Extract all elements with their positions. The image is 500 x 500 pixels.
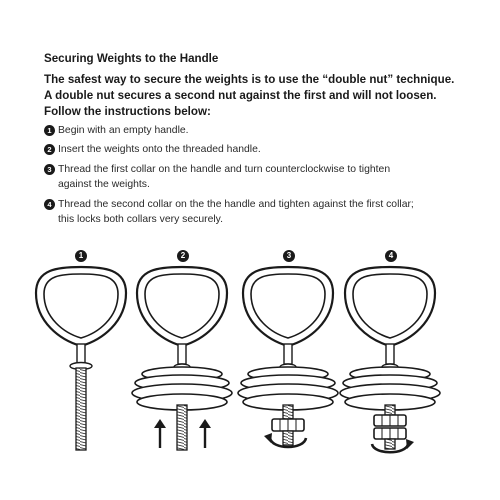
step-number-badge: 1 [44, 125, 55, 136]
step-number-badge: 4 [44, 199, 55, 210]
page-title: Securing Weights to the Handle [44, 52, 219, 65]
illustration-number-3: 3 [283, 250, 295, 262]
illustration-number-4: 4 [385, 250, 397, 262]
intro-line-3: Follow the instructions below: [44, 105, 211, 118]
illustration-number-2: 2 [177, 250, 189, 262]
empty-handle-icon [36, 267, 126, 450]
step-text: Begin with an empty handle. [58, 125, 189, 136]
step-text: Thread the first collar on the handle and turn counterclockwise to tighten [58, 164, 391, 175]
intro-line-2: A double nut secures a second nut against the first and will not loosen. [44, 89, 437, 102]
step-number-badge: 2 [44, 144, 55, 155]
illustration-number-1: 1 [75, 250, 87, 262]
handle-with-first-collar-icon [238, 267, 338, 447]
intro-line-1: The safest way to secure the weights is to use the “double nut” technique. [44, 73, 455, 86]
step-text-continued: this locks both collars very securely. [58, 214, 223, 225]
handle-with-weights-icon [132, 267, 232, 450]
step-text: Thread the second collar on the the handle and tighten against the first collar; [58, 199, 414, 210]
step-text: Insert the weights onto the threaded handle. [58, 144, 261, 155]
handle-with-double-collar-icon [340, 267, 440, 452]
step-number-badge: 3 [44, 164, 55, 175]
step-text-continued: against the weights. [58, 179, 150, 190]
